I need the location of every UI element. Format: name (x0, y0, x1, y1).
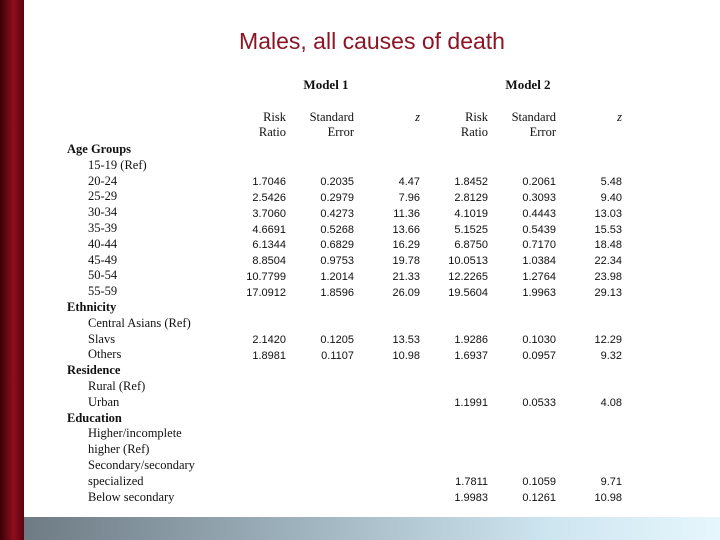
m2-z-cell: 9.40 (600, 191, 622, 204)
m1-standard-error-cell: 0.1107 (321, 349, 354, 362)
m2-risk-ratio-cell: 4.1019 (454, 207, 488, 220)
m2-risk-ratio-cell: 1.7811 (455, 476, 488, 489)
m2-standard-error-cell: 0.2061 (522, 176, 556, 189)
m2-risk-ratio-cell: 1.1991 (454, 397, 488, 410)
m2-risk-ratio-cell: 12.2265 (448, 270, 488, 283)
m2-risk-ratio-cell: 19.5604 (448, 286, 488, 299)
m2-standard-error-cell: 0.7170 (522, 239, 556, 252)
m2-standard-error-cell: 0.0957 (522, 349, 556, 362)
m1-risk-ratio-cell: 8.8504 (252, 255, 286, 268)
row-label: 15-19 (Ref) (88, 157, 147, 172)
row-label: 30-34 (88, 205, 118, 220)
row-label: specialized (88, 473, 144, 488)
m1-risk-ratio-cell: 1.7046 (252, 176, 286, 189)
m2-risk-ratio-cell: 1.6937 (454, 349, 488, 362)
m2-z-cell: 13.03 (594, 207, 622, 220)
m2-standard-error-cell: 0.1261 (522, 492, 556, 505)
m1-z-cell: 7.96 (398, 191, 420, 204)
row-label: 45-49 (88, 252, 118, 267)
model-1-header: Model 1 (303, 77, 349, 92)
m1-z-cell: 16.29 (392, 239, 420, 252)
row-label: 50-54 (88, 268, 118, 283)
m2-risk-ratio-cell: 2.8129 (454, 191, 488, 204)
row-label: Rural (Ref) (88, 379, 146, 393)
row-label: 55-59 (88, 284, 118, 299)
m1-standard-error-cell: 0.5268 (320, 223, 354, 236)
m1-standard-error-header-line1: Standard (309, 110, 354, 124)
m2-risk-ratio-cell: 10.0513 (448, 255, 488, 268)
m2-standard-error-cell: 0.3093 (522, 191, 556, 204)
m2-z-cell: 29.13 (594, 286, 622, 299)
m2-z-cell: 15.53 (594, 223, 622, 236)
m1-standard-error-cell: 0.2979 (320, 191, 354, 204)
m1-risk-ratio-cell: 6.1344 (252, 239, 286, 252)
m1-z-cell: 4.47 (398, 176, 420, 189)
slide-title: Males, all causes of death (239, 28, 505, 54)
m2-z-cell: 9.32 (600, 349, 622, 362)
m2-z-cell: 18.48 (594, 239, 622, 252)
m1-z-cell: 21.33 (392, 270, 420, 283)
m2-standard-error-cell: 0.1059 (522, 476, 556, 489)
m1-risk-ratio-cell: 3.7060 (252, 207, 286, 220)
m1-risk-ratio-cell: 2.1420 (252, 334, 286, 347)
m1-risk-ratio-cell: 1.8981 (252, 349, 286, 362)
m1-z-cell: 10.98 (392, 349, 420, 362)
m2-standard-error-cell: 0.4443 (522, 207, 556, 220)
m2-standard-error-header-line1: Standard (511, 110, 556, 124)
m2-risk-ratio-cell: 1.9983 (454, 492, 488, 505)
m2-risk-ratio-header-line1: Risk (465, 110, 488, 124)
row-group-label: Age Groups (67, 142, 132, 156)
row-group-label: Education (67, 410, 122, 425)
m2-z-cell: 10.98 (594, 492, 622, 505)
m1-z-cell: 26.09 (392, 286, 420, 299)
row-label: Secondary/secondary (88, 458, 195, 472)
m1-risk-ratio-cell: 4.6691 (252, 223, 286, 236)
row-label: 25-29 (88, 189, 118, 204)
m2-z-cell: 12.29 (594, 334, 622, 347)
m2-z-cell: 5.48 (600, 176, 622, 189)
m2-standard-error-header-line2: Error (529, 125, 556, 139)
m2-z-cell: 4.08 (600, 397, 622, 410)
m1-risk-ratio-cell: 10.7799 (246, 270, 286, 283)
m1-standard-error-cell: 1.2014 (320, 270, 354, 283)
m2-standard-error-cell: 0.0533 (522, 397, 556, 410)
model-2-header: Model 2 (505, 77, 551, 92)
m2-risk-ratio-cell: 1.8452 (454, 176, 488, 189)
row-label: Higher/incomplete (88, 426, 182, 441)
m1-risk-ratio-header-line2: Ratio (258, 125, 286, 139)
m1-risk-ratio-cell: 17.0912 (246, 286, 286, 299)
m1-standard-error-cell: 0.4273 (320, 207, 354, 220)
m1-z-header: z (415, 110, 420, 124)
row-label: 20-24 (88, 173, 118, 188)
row-label: Below secondary (88, 489, 175, 504)
row-group-label: Residence (67, 363, 121, 378)
row-label: higher (Ref) (88, 442, 150, 457)
m2-risk-ratio-cell: 1.9286 (454, 334, 488, 347)
m2-standard-error-cell: 0.5439 (522, 223, 556, 236)
row-group-label: Ethnicity (67, 300, 117, 314)
m2-standard-error-cell: 0.1030 (522, 334, 556, 347)
m1-z-cell: 13.66 (392, 223, 420, 236)
m2-z-cell: 9.71 (600, 476, 622, 489)
m1-risk-ratio-header-line1: Risk (263, 110, 286, 124)
row-label: Slavs (88, 331, 116, 346)
m1-standard-error-header-line2: Error (327, 125, 354, 139)
m1-z-cell: 19.78 (392, 255, 420, 268)
row-label: Central Asians (Ref) (88, 315, 191, 330)
m2-standard-error-cell: 1.9963 (522, 286, 556, 299)
m1-z-cell: 13.53 (392, 334, 420, 347)
row-label: 35-39 (88, 221, 118, 235)
m2-z-header: z (617, 110, 622, 124)
m1-standard-error-cell: 0.2035 (320, 176, 354, 189)
m1-z-cell: 11.36 (393, 207, 420, 220)
m1-risk-ratio-cell: 2.5426 (252, 191, 286, 204)
m2-standard-error-cell: 1.0384 (522, 255, 556, 268)
m2-z-cell: 22.34 (594, 255, 622, 268)
m2-risk-ratio-cell: 6.8750 (454, 239, 488, 252)
m1-standard-error-cell: 0.9753 (320, 255, 354, 268)
row-label: 40-44 (88, 236, 118, 251)
m2-standard-error-cell: 1.2764 (522, 270, 556, 283)
m1-standard-error-cell: 0.6829 (320, 239, 354, 252)
m2-risk-ratio-header-line2: Ratio (460, 125, 488, 139)
m2-risk-ratio-cell: 5.1525 (454, 223, 488, 236)
m2-z-cell: 23.98 (594, 270, 622, 283)
m1-standard-error-cell: 1.8596 (320, 286, 354, 299)
m1-standard-error-cell: 0.1205 (320, 334, 354, 347)
row-label: Others (88, 347, 122, 362)
row-label: Urban (88, 394, 120, 409)
